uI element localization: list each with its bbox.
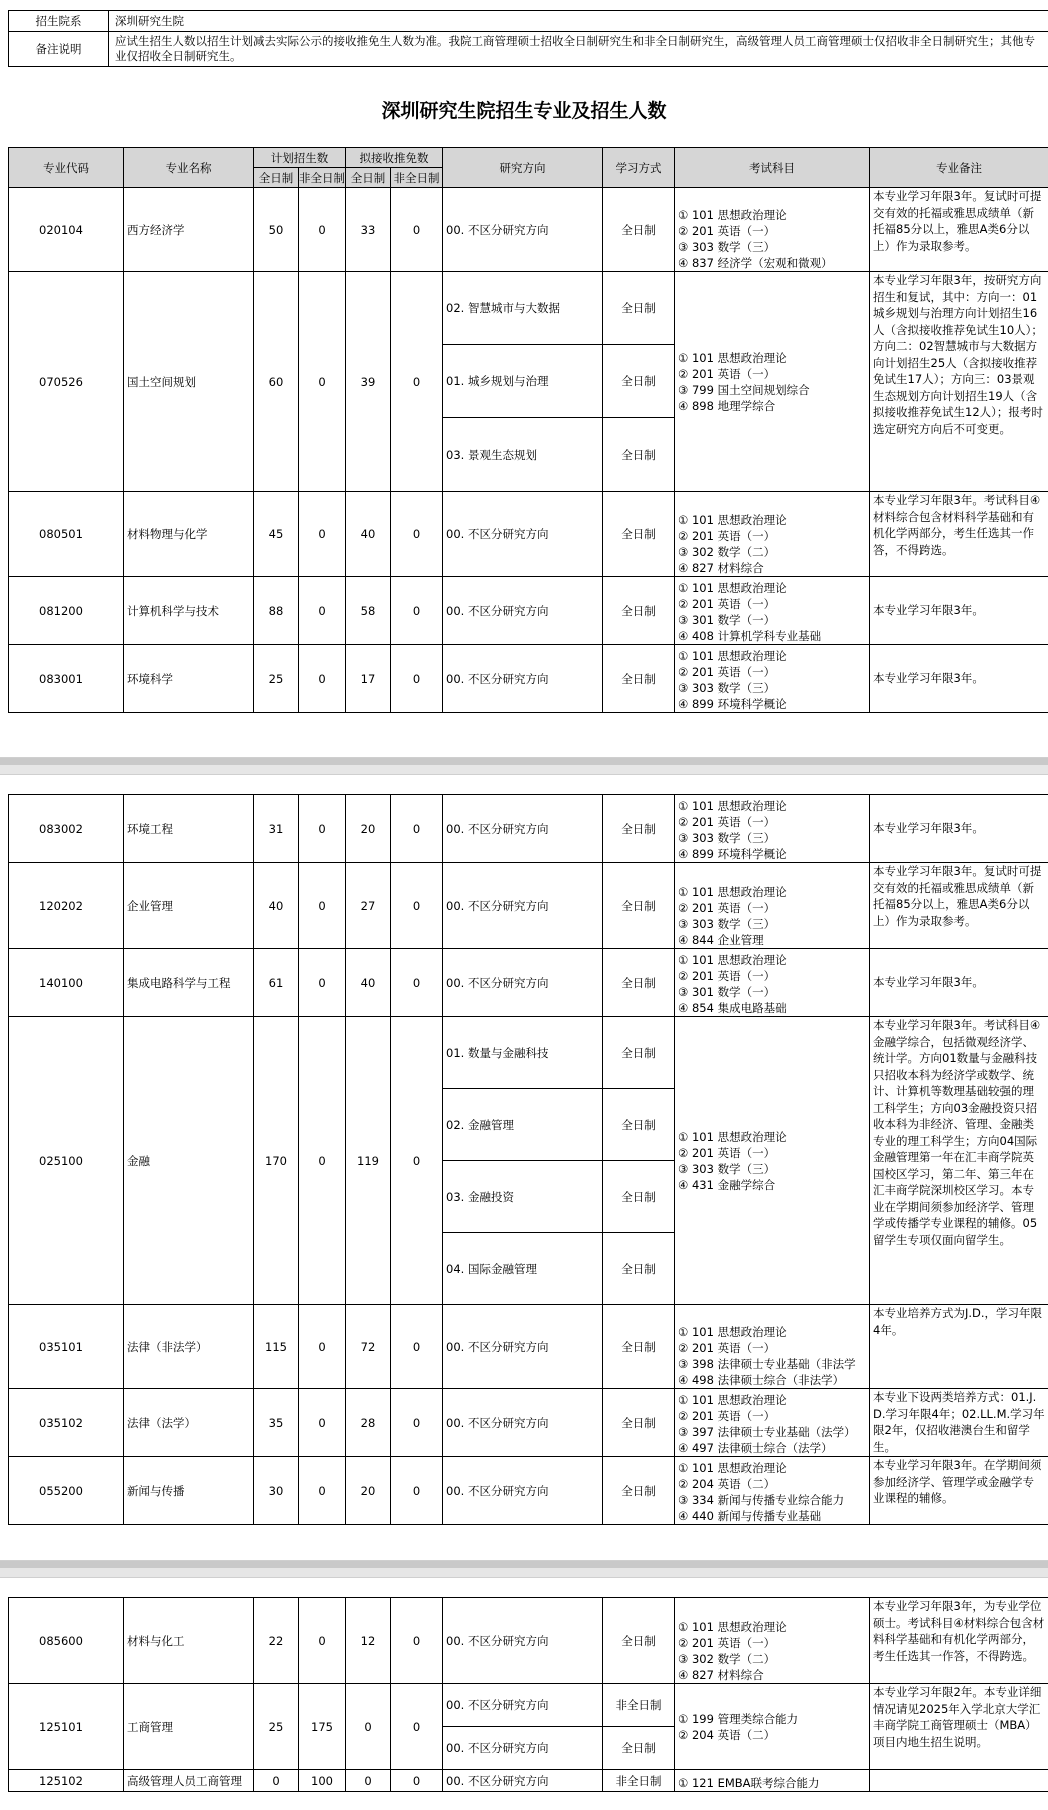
major-remark: 本专业学习年限3年。在学期间须参加经济学、管理学或金融学专业课程的辅修。 (870, 1457, 1048, 1525)
major-code: 055200 (9, 1457, 124, 1525)
exam-subject: ④ 497 法律硕士综合（法学） (678, 1441, 833, 1455)
major-name: 工商管理 (124, 1684, 254, 1770)
exam-subject: ③ 799 国土空间规划综合 (678, 382, 810, 397)
exam-subject: ④ 899 环境科学概论 (678, 847, 787, 861)
study-mode: 全日制 (603, 1457, 675, 1525)
plan-parttime: 0 (299, 1457, 346, 1525)
info-table (8, 10, 1048, 67)
exam-subject: ③ 303 数学（三） (678, 240, 776, 254)
exam-subject: ① 101 思想政治理论 (678, 799, 787, 813)
table-row (9, 795, 1048, 863)
exam-subject: ③ 301 数学（一） (678, 985, 776, 999)
study-mode: 全日制 (603, 1161, 675, 1233)
exam-subject: ② 201 英语（一） (678, 366, 776, 381)
recommend-fulltime: 40 (346, 492, 391, 577)
major-code: 035101 (9, 1305, 124, 1389)
major-remark (870, 1770, 1048, 1792)
plan-parttime: 0 (299, 949, 346, 1017)
major-code: 140100 (9, 949, 124, 1017)
exam-subject: ① 101 思想政治理论 (678, 885, 787, 899)
header-plan-fulltime: 全日制 (254, 168, 299, 188)
table-row (9, 1305, 1048, 1389)
major-remark: 本专业学习年限3年。 (870, 795, 1048, 863)
study-mode: 全日制 (603, 1233, 675, 1305)
major-remark: 本专业学习年限3年。考试科目④材料综合包含材料科学基础和有机化学两部分，考生任选其一作答，不得跨选。 (870, 492, 1048, 577)
header-plan: 计划招生数 (254, 148, 346, 168)
study-mode: 全日制 (603, 645, 675, 713)
study-mode: 全日制 (603, 418, 675, 492)
exam-subject: ① 101 思想政治理论 (678, 350, 787, 365)
exam-subject: ③ 303 数学（三） (678, 1161, 776, 1176)
study-mode: 全日制 (603, 863, 675, 949)
exam-subject: ④ 837 经济学（宏观和微观） (678, 256, 833, 270)
major-code: 070526 (9, 272, 124, 492)
research-direction: 04. 国际金融管理 (443, 1233, 603, 1305)
plan-fulltime: 40 (254, 863, 299, 949)
plan-fulltime: 35 (254, 1389, 299, 1457)
plan-fulltime: 25 (254, 1684, 299, 1770)
research-direction: 03. 金融投资 (443, 1161, 603, 1233)
exam-subject: ② 201 英语（一） (678, 597, 776, 611)
recommend-fulltime: 58 (346, 577, 391, 645)
plan-parttime: 0 (299, 1389, 346, 1457)
exam-subject: ① 101 思想政治理论 (678, 953, 787, 967)
header-code: 专业代码 (9, 148, 124, 188)
plan-fulltime: 25 (254, 645, 299, 713)
major-name: 法律（非法学） (124, 1305, 254, 1389)
study-mode: 全日制 (603, 345, 675, 418)
major-code: 125102 (9, 1770, 124, 1792)
exam-subject: ② 201 英语（一） (678, 1341, 776, 1355)
study-mode: 全日制 (603, 795, 675, 863)
major-name: 材料与化工 (124, 1598, 254, 1684)
exam-subjects (675, 188, 870, 272)
exam-subject: ③ 303 数学（三） (678, 831, 776, 845)
exam-subject: ④ 408 计算机学科专业基础 (678, 629, 822, 643)
exam-subjects (675, 577, 870, 645)
recommend-fulltime: 27 (346, 863, 391, 949)
recommend-fulltime: 39 (346, 272, 391, 492)
exam-subject: ② 201 英语（一） (678, 529, 776, 543)
exam-subjects (675, 1684, 870, 1770)
remark-label: 备注说明 (9, 32, 109, 67)
exam-subject: ① 101 思想政治理论 (678, 1461, 787, 1475)
exam-subject: ② 201 英语（一） (678, 815, 776, 829)
table-row (9, 1017, 1048, 1089)
recommend-parttime: 0 (391, 795, 443, 863)
study-mode: 非全日制 (603, 1770, 675, 1792)
major-code: 080501 (9, 492, 124, 577)
header-subjects: 考试科目 (675, 148, 870, 188)
recommend-parttime: 0 (391, 188, 443, 272)
research-direction: 00. 不区分研究方向 (443, 492, 603, 577)
page-divider (0, 757, 1048, 775)
exam-subject: ④ 899 环境科学概论 (678, 697, 787, 711)
major-code: 083002 (9, 795, 124, 863)
research-direction: 00. 不区分研究方向 (443, 645, 603, 713)
major-name: 环境工程 (124, 795, 254, 863)
table-section-1 (8, 147, 1048, 713)
study-mode: 全日制 (603, 1305, 675, 1389)
recommend-fulltime: 72 (346, 1305, 391, 1389)
table-row (9, 949, 1048, 1017)
recommend-parttime: 0 (391, 1457, 443, 1525)
major-remark: 本专业学习年限3年。复试时可提交有效的托福或雅思成绩单（新托福85分以上，雅思A类6分以上）作为录取参考。 (870, 188, 1048, 272)
recommend-fulltime: 28 (346, 1389, 391, 1457)
major-remark: 本专业学习年限3年。 (870, 949, 1048, 1017)
study-mode: 全日制 (603, 188, 675, 272)
recommend-parttime: 0 (391, 1770, 443, 1792)
plan-parttime: 0 (299, 188, 346, 272)
research-direction: 00. 不区分研究方向 (443, 577, 603, 645)
page-title: 深圳研究生院招生专业及招生人数 (381, 100, 667, 122)
plan-parttime: 0 (299, 577, 346, 645)
exam-subject: ④ 431 金融学综合 (678, 1177, 776, 1192)
exam-subject: ④ 498 法律硕士综合（非法学） (678, 1373, 845, 1387)
exam-subject: ① 101 思想政治理论 (678, 513, 787, 527)
major-remark: 本专业学习年限3年，按研究方向招生和复试，其中：方向一：01城乡规划与治理方向计划招生16人（含拟接收推荐免试生10人）；方向二：02智慧城市与大数据方向计划招生25人（含拟接收推荐免试生17人）；方向三：03景观生态规划方向计划招生19人（含拟接收推荐免试生12人）；报考时选定研究方向后不可变更。 (870, 272, 1048, 492)
research-direction: 02. 智慧城市与大数据 (443, 272, 603, 345)
exam-subject: ① 101 思想政治理论 (678, 208, 787, 222)
study-mode: 全日制 (603, 272, 675, 345)
research-direction: 00. 不区分研究方向 (443, 949, 603, 1017)
plan-fulltime: 45 (254, 492, 299, 577)
recommend-parttime: 0 (391, 949, 443, 1017)
exam-subjects (675, 1305, 870, 1389)
exam-subject: ② 201 英语（一） (678, 224, 776, 238)
major-name: 新闻与传播 (124, 1457, 254, 1525)
header-plan-parttime: 非全日制 (299, 168, 346, 188)
major-code: 035102 (9, 1389, 124, 1457)
study-mode: 全日制 (603, 492, 675, 577)
table-section-2 (8, 794, 1048, 1525)
research-direction: 00. 不区分研究方向 (443, 1598, 603, 1684)
major-remark: 本专业学习年限3年。考试科目④金融学综合，包括微观经济学、统计学。方向01数量与金融科技只招收本科为经济学或数学、统计、计算机等数理基础较强的理工科学生；方向03金融投资只招收本科为非经济、管理、金融类专业的理工科学生；方向04国际金融管理第一年在汇丰商学院英国校区学习，第二年、第三年在汇丰商学院深圳校区学习。本专业在学期间须参加经济学、管理学或传播学专业课程的辅修。05留学生专项仅面向留学生。 (870, 1017, 1048, 1305)
table-row (9, 1457, 1048, 1525)
recommend-parttime: 0 (391, 1598, 443, 1684)
exam-subject: ③ 302 数学（二） (678, 1652, 776, 1666)
recommend-fulltime: 12 (346, 1598, 391, 1684)
major-remark: 本专业学习年限2年。本专业详细情况请见2025年入学北京大学汇丰商学院工商管理硕士（MBA）项目内地生招生说明。 (870, 1684, 1048, 1770)
exam-subject: ② 201 英语（一） (678, 901, 776, 915)
plan-parttime: 0 (299, 492, 346, 577)
major-remark: 本专业学习年限3年，为专业学位硕士。考试科目④材料综合包含材料科学基础和有机化学两部分，考生任选其一作答，不得跨选。 (870, 1598, 1048, 1684)
recommend-parttime: 0 (391, 272, 443, 492)
exam-subject: ① 199 管理类综合能力 (678, 1711, 799, 1726)
plan-fulltime: 22 (254, 1598, 299, 1684)
research-direction: 00. 不区分研究方向 (443, 188, 603, 272)
header-rec-parttime: 非全日制 (391, 168, 443, 188)
exam-subject: ④ 854 集成电路基础 (678, 1001, 787, 1015)
major-name: 金融 (124, 1017, 254, 1305)
recommend-parttime: 0 (391, 1684, 443, 1770)
exam-subject: ① 101 思想政治理论 (678, 1393, 787, 1407)
plan-fulltime: 31 (254, 795, 299, 863)
header-name: 专业名称 (124, 148, 254, 188)
study-mode: 全日制 (603, 1089, 675, 1161)
exam-subjects (675, 492, 870, 577)
exam-subject: ② 204 英语（二） (678, 1727, 776, 1742)
exam-subject: ② 201 英语（一） (678, 665, 776, 679)
remark-value: 应试生招生人数以招生计划减去实际公示的接收推免生人数为准。我院工商管理硕士招收全日制研究生和非全日制研究生，高级管理人员工商管理硕士仅招收非全日制研究生；其他专业仅招收全日制研究生。 (109, 32, 1048, 67)
exam-subject: ① 101 思想政治理论 (678, 649, 787, 663)
major-name: 西方经济学 (124, 188, 254, 272)
major-code: 081200 (9, 577, 124, 645)
exam-subject: ② 204 英语（二） (678, 1477, 776, 1491)
recommend-fulltime: 20 (346, 795, 391, 863)
research-direction: 00. 不区分研究方向 (443, 1389, 603, 1457)
major-remark: 本专业学习年限3年。复试时可提交有效的托福或雅思成绩单（新托福85分以上，雅思A类6分以上）作为录取参考。 (870, 863, 1048, 949)
study-mode: 全日制 (603, 577, 675, 645)
major-name: 法律（法学） (124, 1389, 254, 1457)
college-value: 深圳研究生院 (109, 11, 1048, 32)
plan-parttime: 0 (299, 1017, 346, 1305)
exam-subjects (675, 1457, 870, 1525)
plan-fulltime: 60 (254, 272, 299, 492)
study-mode: 全日制 (603, 1389, 675, 1457)
plan-parttime: 0 (299, 1305, 346, 1389)
exam-subject: ② 201 英语（一） (678, 969, 776, 983)
exam-subject: ③ 398 法律硕士专业基础（非法学 (678, 1357, 856, 1371)
exam-subject: ③ 303 数学（三） (678, 681, 776, 695)
exam-subject: ② 201 英语（一） (678, 1636, 776, 1650)
plan-fulltime: 0 (254, 1770, 299, 1792)
plan-fulltime: 30 (254, 1457, 299, 1525)
exam-subject: ① 101 思想政治理论 (678, 1620, 787, 1634)
research-direction: 00. 不区分研究方向 (443, 1457, 603, 1525)
plan-parttime: 175 (299, 1684, 346, 1770)
recommend-fulltime: 0 (346, 1684, 391, 1770)
exam-subject: ③ 302 数学（二） (678, 545, 776, 559)
recommend-parttime: 0 (391, 1305, 443, 1389)
table-section-3 (8, 1597, 1048, 1792)
table-row (9, 272, 1048, 345)
major-remark: 本专业学习年限3年。 (870, 577, 1048, 645)
major-remark: 本专业学习年限3年。 (870, 645, 1048, 713)
plan-parttime: 0 (299, 272, 346, 492)
research-direction: 01. 数量与金融科技 (443, 1017, 603, 1089)
header-recommend: 拟接收推免数 (346, 148, 443, 168)
research-direction: 00. 不区分研究方向 (443, 1727, 603, 1770)
header-rec-fulltime: 全日制 (346, 168, 391, 188)
plan-parttime: 0 (299, 1598, 346, 1684)
research-direction: 00. 不区分研究方向 (443, 1305, 603, 1389)
exam-subject: ③ 301 数学（一） (678, 613, 776, 627)
exam-subjects (675, 1389, 870, 1457)
exam-subject: ② 201 英语（一） (678, 1145, 776, 1160)
major-code: 025100 (9, 1017, 124, 1305)
exam-subjects (675, 795, 870, 863)
major-remark: 本专业培养方式为J.D.，学习年限4年。 (870, 1305, 1048, 1389)
recommend-parttime: 0 (391, 863, 443, 949)
recommend-parttime: 0 (391, 1389, 443, 1457)
study-mode: 全日制 (603, 1727, 675, 1770)
exam-subject: ④ 440 新闻与传播专业基础 (678, 1509, 822, 1523)
major-name: 高级管理人员工商管理 (124, 1770, 254, 1792)
research-direction: 00. 不区分研究方向 (443, 1770, 603, 1792)
page-divider (0, 1560, 1048, 1578)
plan-fulltime: 61 (254, 949, 299, 1017)
research-direction: 02. 金融管理 (443, 1089, 603, 1161)
header-remark: 专业备注 (870, 148, 1048, 188)
major-code: 083001 (9, 645, 124, 713)
exam-subjects (675, 272, 870, 492)
header-mode: 学习方式 (603, 148, 675, 188)
major-name: 计算机科学与技术 (124, 577, 254, 645)
recommend-fulltime: 0 (346, 1770, 391, 1792)
recommend-fulltime: 40 (346, 949, 391, 1017)
college-label: 招生院系 (9, 11, 109, 32)
table-row (9, 645, 1048, 713)
research-direction: 03. 景观生态规划 (443, 418, 603, 492)
recommend-fulltime: 119 (346, 1017, 391, 1305)
major-name: 企业管理 (124, 863, 254, 949)
table-row (9, 1770, 1048, 1792)
major-code: 085600 (9, 1598, 124, 1684)
exam-subject: ④ 827 材料综合 (678, 1668, 764, 1682)
exam-subjects (675, 1017, 870, 1305)
recommend-parttime: 0 (391, 577, 443, 645)
recommend-fulltime: 33 (346, 188, 391, 272)
exam-subject: ② 201 英语（一） (678, 1409, 776, 1423)
table-row (9, 1684, 1048, 1727)
table-row (9, 188, 1048, 272)
research-direction: 00. 不区分研究方向 (443, 863, 603, 949)
exam-subject: ④ 827 材料综合 (678, 561, 764, 575)
table-row (9, 1598, 1048, 1684)
exam-subjects (675, 949, 870, 1017)
recommend-parttime: 0 (391, 1017, 443, 1305)
major-name: 集成电路科学与工程 (124, 949, 254, 1017)
table-row (9, 1389, 1048, 1457)
research-direction: 00. 不区分研究方向 (443, 1684, 603, 1727)
table-row (9, 577, 1048, 645)
exam-subject: ③ 334 新闻与传播专业综合能力 (678, 1493, 845, 1507)
research-direction: 01. 城乡规划与治理 (443, 345, 603, 418)
exam-subjects (675, 645, 870, 713)
header-direction: 研究方向 (443, 148, 603, 188)
plan-parttime: 0 (299, 863, 346, 949)
research-direction: 00. 不区分研究方向 (443, 795, 603, 863)
exam-subject: ① 121 EMBA联考综合能力 (678, 1776, 820, 1790)
table-row (9, 863, 1048, 949)
major-name: 环境科学 (124, 645, 254, 713)
recommend-fulltime: 17 (346, 645, 391, 713)
plan-fulltime: 170 (254, 1017, 299, 1305)
study-mode: 全日制 (603, 1017, 675, 1089)
exam-subjects (675, 1770, 870, 1792)
plan-parttime: 0 (299, 645, 346, 713)
plan-parttime: 0 (299, 795, 346, 863)
plan-fulltime: 115 (254, 1305, 299, 1389)
recommend-parttime: 0 (391, 645, 443, 713)
plan-fulltime: 50 (254, 188, 299, 272)
study-mode: 非全日制 (603, 1684, 675, 1727)
exam-subject: ③ 303 数学（三） (678, 917, 776, 931)
exam-subject: ④ 844 企业管理 (678, 933, 764, 947)
plan-fulltime: 88 (254, 577, 299, 645)
major-code: 020104 (9, 188, 124, 272)
plan-parttime: 100 (299, 1770, 346, 1792)
table-row (9, 492, 1048, 577)
major-name: 材料物理与化学 (124, 492, 254, 577)
major-code: 120202 (9, 863, 124, 949)
recommend-parttime: 0 (391, 492, 443, 577)
exam-subject: ③ 397 法律硕士专业基础（法学） (678, 1425, 856, 1439)
exam-subjects (675, 863, 870, 949)
major-remark: 本专业下设两类培养方式：01.J.D.学习年限4年；02.LL.M.学习年限2年，仅招收港澳台生和留学生。 (870, 1389, 1048, 1457)
exam-subject: ① 101 思想政治理论 (678, 1129, 787, 1144)
study-mode: 全日制 (603, 1598, 675, 1684)
exam-subject: ① 101 思想政治理论 (678, 581, 787, 595)
exam-subject: ① 101 思想政治理论 (678, 1325, 787, 1339)
major-name: 国土空间规划 (124, 272, 254, 492)
major-code: 125101 (9, 1684, 124, 1770)
exam-subject: ④ 898 地理学综合 (678, 398, 776, 413)
exam-subjects (675, 1598, 870, 1684)
study-mode: 全日制 (603, 949, 675, 1017)
recommend-fulltime: 20 (346, 1457, 391, 1525)
